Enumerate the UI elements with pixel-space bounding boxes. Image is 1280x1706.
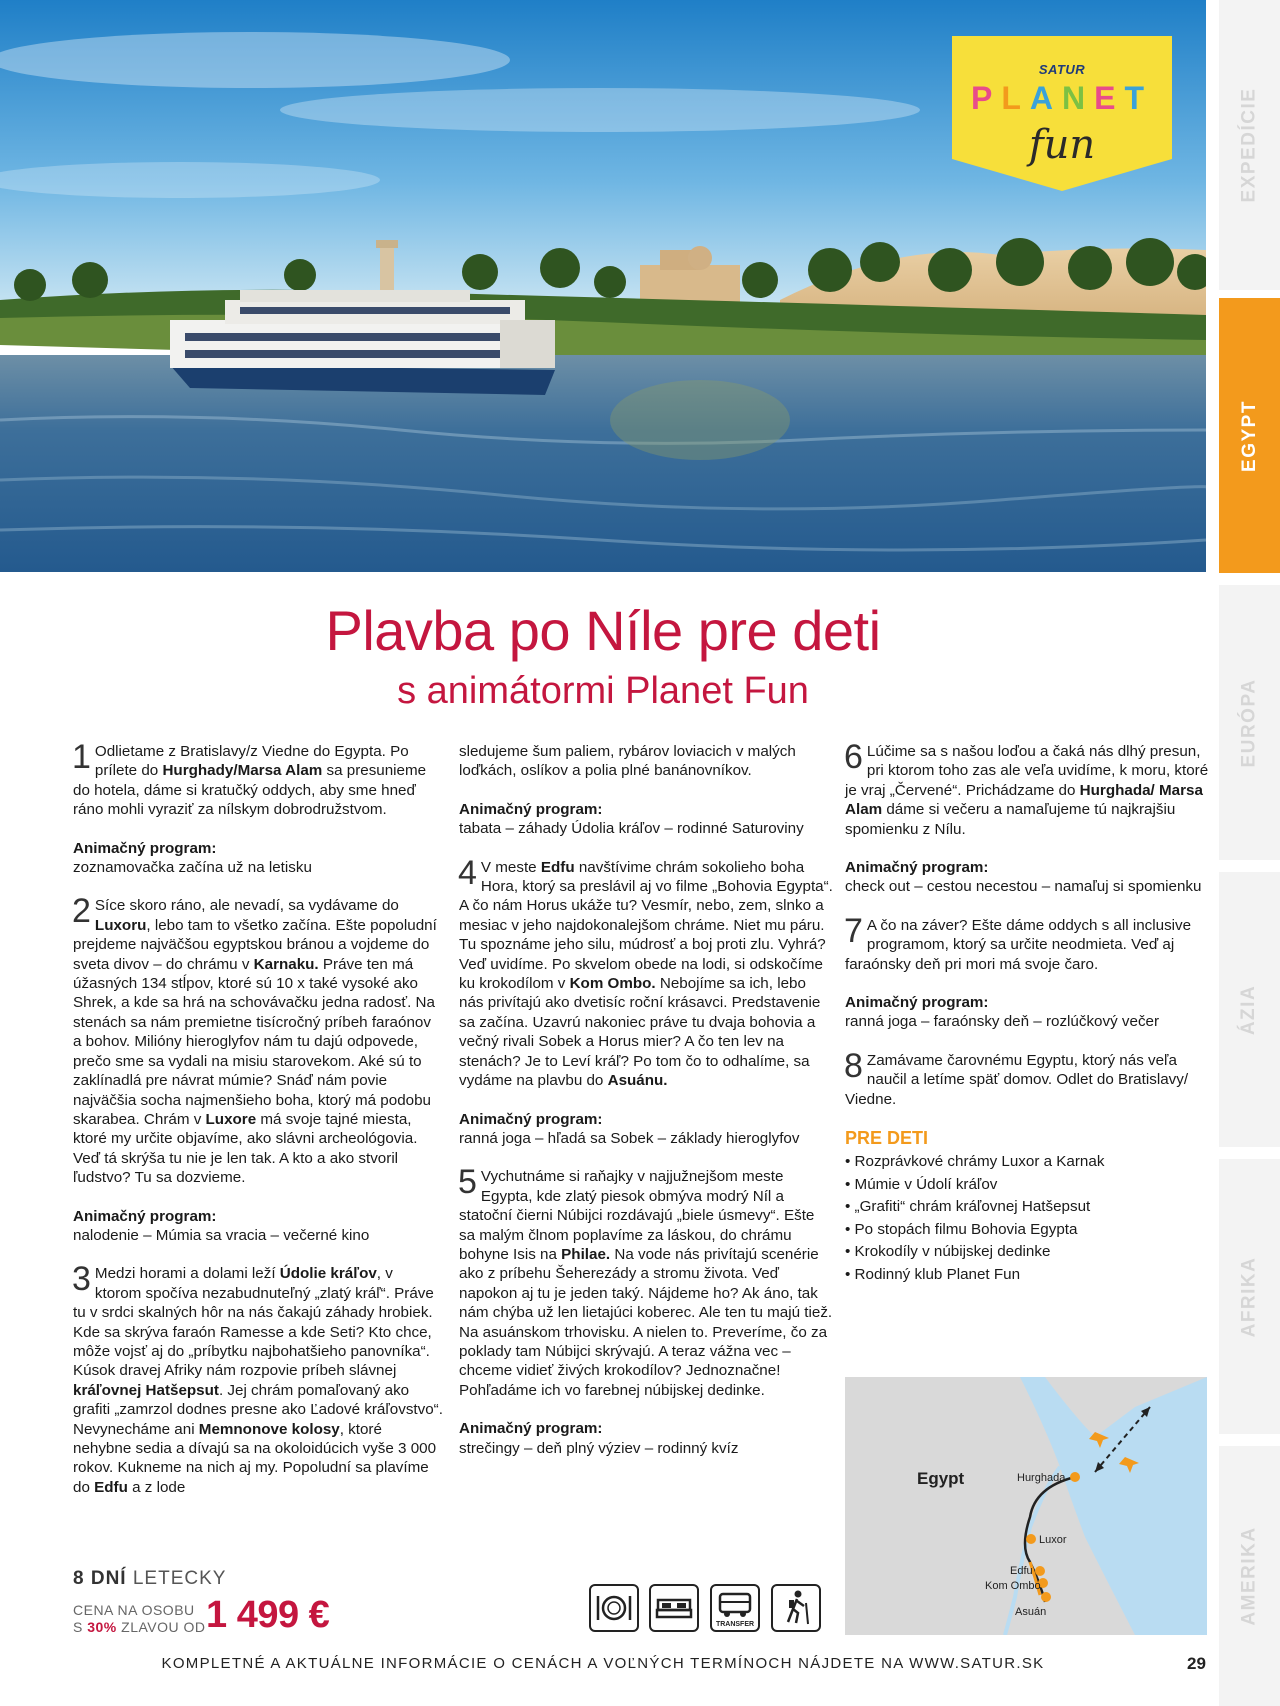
list-item: • Po stopách filmu Bohovia Egypta [845, 1219, 1210, 1242]
day-number: 2 [72, 892, 91, 931]
program-day-5: Animačný program: strečingy – deň plný výziev – rodinný kvíz [459, 1420, 739, 1457]
badge-letter: T [1124, 80, 1153, 116]
program-day-7: Animačný program: ranná joga – faraónsky deň – rozlúčkový večer [845, 994, 1160, 1031]
tab-amerika[interactable]: AMERIKA [1219, 1446, 1280, 1706]
tab-afrika[interactable]: AFRIKA [1219, 1159, 1280, 1434]
itinerary-day-5: 5 Vychutnáme si raňajky v najjužnejšom meste Egypta, kde zlatý piesok obmýva modrý Níl a statoční čierni Núbijci rozdávajú „biele úsmevy“. Ešte sa malým člnom poplavíme za láskou, do chrámu bohyne Isis na Philae. Na vode nás privítajú scenérie ako z príbehu Šeherezády a stromu života. Veď napokon aj tu je jeden taký. Nájdeme ho? Ak áno, tak nám chýba už len lietajúci koberec. Ale ten tu majú tiež. Na asuánskom trhovisku. A nielen to. Preveríme, čo za poklady tam Núbijci skrývajú. A teraz vážna vec – chceme vidieť živých krokodílov? Jednoznačne! Pohľadáme ich vo farebnej núbijskej dedinke. [458, 1163, 833, 1399]
itinerary-day-3-continued: sledujeme šum paliem, rybárov loviacich v malých loďkách, oslíkov a polia plné banánovníkov. [459, 743, 796, 780]
itinerary-column-2 [459, 742, 834, 1477]
day-number: 3 [72, 1260, 91, 1299]
day-number: 7 [844, 911, 863, 950]
map-place-hurghada: Hurghada [1017, 1472, 1066, 1484]
price-label: CENA NA OSOBU S 30% ZLAVOU OD [73, 1602, 206, 1635]
badge-letter: E [1094, 80, 1125, 116]
tab-expedicie[interactable]: EXPEDÍCIE [1219, 0, 1280, 290]
hiking-icon [771, 1584, 821, 1632]
list-item: • Rodinný klub Planet Fun [845, 1264, 1210, 1287]
program-day-3: Animačný program: tabata – záhady Údolia kráľov – rodinné Saturoviny [459, 800, 804, 838]
for-kids-list [845, 1151, 1210, 1287]
itinerary-day-8: 8 Zamávame čarovnému Egyptu, ktorý nás veľa naučil a letíme späť domov. Odlet do Bratislavy/ Viedne. [844, 1046, 1189, 1108]
page-subtitle: s animátormi Planet Fun [397, 670, 809, 712]
page-number: 29 [1187, 1654, 1206, 1673]
continent-side-tabs [1219, 0, 1280, 1706]
day-number: 5 [458, 1163, 477, 1202]
map-place-edfu: Edfu [1010, 1565, 1033, 1577]
program-day-1: Animačný program: zoznamovačka začína už na letisku [73, 839, 312, 877]
map-place-asuan: Asuán [1015, 1606, 1047, 1618]
badge-planet-text [952, 80, 1172, 117]
tab-azia[interactable]: ÁZIA [1219, 872, 1280, 1147]
itinerary-column-3 [844, 738, 1210, 1287]
map-place-luxor: Luxor [1039, 1534, 1067, 1546]
bed-icon [649, 1584, 699, 1632]
itinerary-day-1: 1 Odlietame z Bratislavy/z Viedne do Egypta. Po prílete do Hurghady/Marsa Alam sa presunieme do hotela, dáme si kratučký oddych, aby sme hneď ráno mohli vyraziť za nílskym dobrodružstvom. [72, 738, 427, 819]
route-map [845, 1377, 1207, 1635]
map-place-kom-ombo: Kom Ombo [985, 1580, 1041, 1592]
list-item: • „Grafiti“ chrám kráľovnej Hatšepsut [845, 1196, 1210, 1219]
itinerary-day-4: 4 V meste Edfu navštívime chrám sokolieho boha Hora, ktorý sa preslávil aj vo filme „Bohovia Egypta“. A čo nám Horus ukáže tu? Vesmír, nebo, zem, slnko a mesiac v jeho najdokonalejšom chráme. Niet mu páru. Tu spoznáme jeho silu, múdrosť a boj proti zlu. Vyhrá? Veď uvidíme. Po skvelom obede na lodi, si odskočíme ku krokodílom v Kom Ombo. Nebojíme sa ich, lebo nás privítajú ako dvetisíc roční krásavci. Predstavenie sa začína. Uzavrú nakoniec práve tu dvaja bohovia a večný rivali Sobek a Horus mier? A čo ten lev na stenách? Je to Leví kráľ? Po tom čo to odhalíme, sa vydáme na plavbu do Asuánu. [458, 853, 833, 1090]
itinerary-day-6: 6 Lúčime sa s našou loďou a čaká nás dlhý presun, pri ktorom toho zas ale veľa uvidíme, k moru, ktoré je vraj „Červené“. Prichádzame do Hurghada/ Marsa Alam dáme si večeru a namaľujeme tú najkrajšiu spomienku z Nílu. [844, 738, 1209, 838]
itinerary-column-1 [72, 738, 443, 1516]
badge-letter: P [971, 80, 1002, 116]
page-title: Plavba po Níle pre deti [325, 599, 881, 662]
trip-duration: 8 DNÍ LETECKY [73, 1568, 227, 1589]
itinerary-day-2: 2 Síce skoro ráno, ale nevadí, sa vydávame do Luxoru, lebo tam to všetko začína. Ešte popoludní prejdeme najväčšou egyptskou bránou a vojdeme do sveta divov – do chrámu v Karnaku. Práve ten má úžasných 134 stĺpov, ktoré sú 10 x také vysoké ako Shrek, a kde sa hrá na schovávačku jedna radosť. Na stenách sa nám premietne tisícročný príbeh faraónov a bohov. Milióny hieroglyfov nám tu dajú odpovede, prečo sme sa vydali na misiu starovekom. Aké sú to zaklínadlá pre návrat múmie? Snáď nám povie najväčšia socha najmenšieho boha, ktorý má podobu skarabea. Chrám v Luxore má svoje tajné miesta, ktoré my určite objavíme, ako slávni archeológovia. Veď tá skrýša tu nie je len tak. A kto a ako stvoril ľudstvo? Tu sa dozvieme. [72, 892, 437, 1187]
plate-icon [589, 1584, 639, 1632]
planet-fun-badge [952, 36, 1172, 191]
day-number: 6 [844, 738, 863, 776]
program-day-6: Animačný program: check out – cestou necestou – namaľuj si spomienku [845, 859, 1202, 896]
transfer-label: TRANSFER [715, 1621, 755, 1628]
list-item: • Krokodíly v núbijskej dedinke [845, 1241, 1210, 1264]
badge-brand: SATUR [1038, 62, 1086, 77]
badge-letter: N [1062, 80, 1095, 116]
day-number: 1 [72, 738, 91, 776]
list-item: • Rozprávkové chrámy Luxor a Karnak [845, 1151, 1210, 1174]
bus-icon [710, 1584, 760, 1632]
program-day-2: Animačný program: nalodenie – Múmia sa vracia – večerné kino [73, 1207, 370, 1244]
for-kids-heading: PRE DETI [845, 1128, 929, 1149]
badge-letter: L [1001, 80, 1030, 116]
day-number: 8 [844, 1046, 863, 1085]
day-number: 4 [458, 853, 477, 892]
itinerary-day-7: 7 A čo na záver? Ešte dáme oddych s all inclusive programom, ktorý sa určite neodmieta. Veď aj faraónsky deň pri mori má svoje čaro. [844, 911, 1192, 973]
tab-egypt[interactable]: EGYPT [1219, 298, 1280, 573]
itinerary-day-3: 3 Medzi horami a dolami leží Údolie kráľov, v ktorom spočíva nezabudnuteľný „zlatý kráľ“. Práve tu v srdci skalných hôr na nás čakajú záhady hrobiek. Kde sa skrýva faraón Ramesse a kde Seti? Kto chce, môže vojsť aj do „príbytku najbohatšieho panovníka“. Kúsok dravej Afriky nám rozpovie príbeh slávnej kráľovnej Hatšepsut. Jej chrám pomaľovaný ako grafiti „zamrzol dodnes presne ako Ľadové kráľovstvo“. Nevynecháme ani Memnonove kolosy, ktoré nehybne sedia a dívajú sa na okoloidúcich vyše 3 000 rokov. Kukneme na nich aj my. Popoludní sa plavíme do Edfu a z lode [72, 1260, 443, 1496]
badge-letter: A [1029, 80, 1062, 116]
price-value: 1 499 € [206, 1594, 330, 1636]
list-item: • Múmie v Údolí kráľov [845, 1174, 1210, 1197]
footer-info: KOMPLETNÉ A AKTUÁLNE INFORMÁCIE O CENÁCH A VOĽNÝCH TERMÍNOCH NÁJDETE NA WWW.SATUR.SK [161, 1655, 1045, 1672]
badge-fun-text: fun [1028, 122, 1096, 168]
map-country-label: Egypt [917, 1469, 965, 1488]
program-day-4: Animačný program: ranná joga – hľadá sa Sobek – základy hieroglyfov [459, 1110, 800, 1147]
tab-europa[interactable]: EURÓPA [1219, 585, 1280, 860]
